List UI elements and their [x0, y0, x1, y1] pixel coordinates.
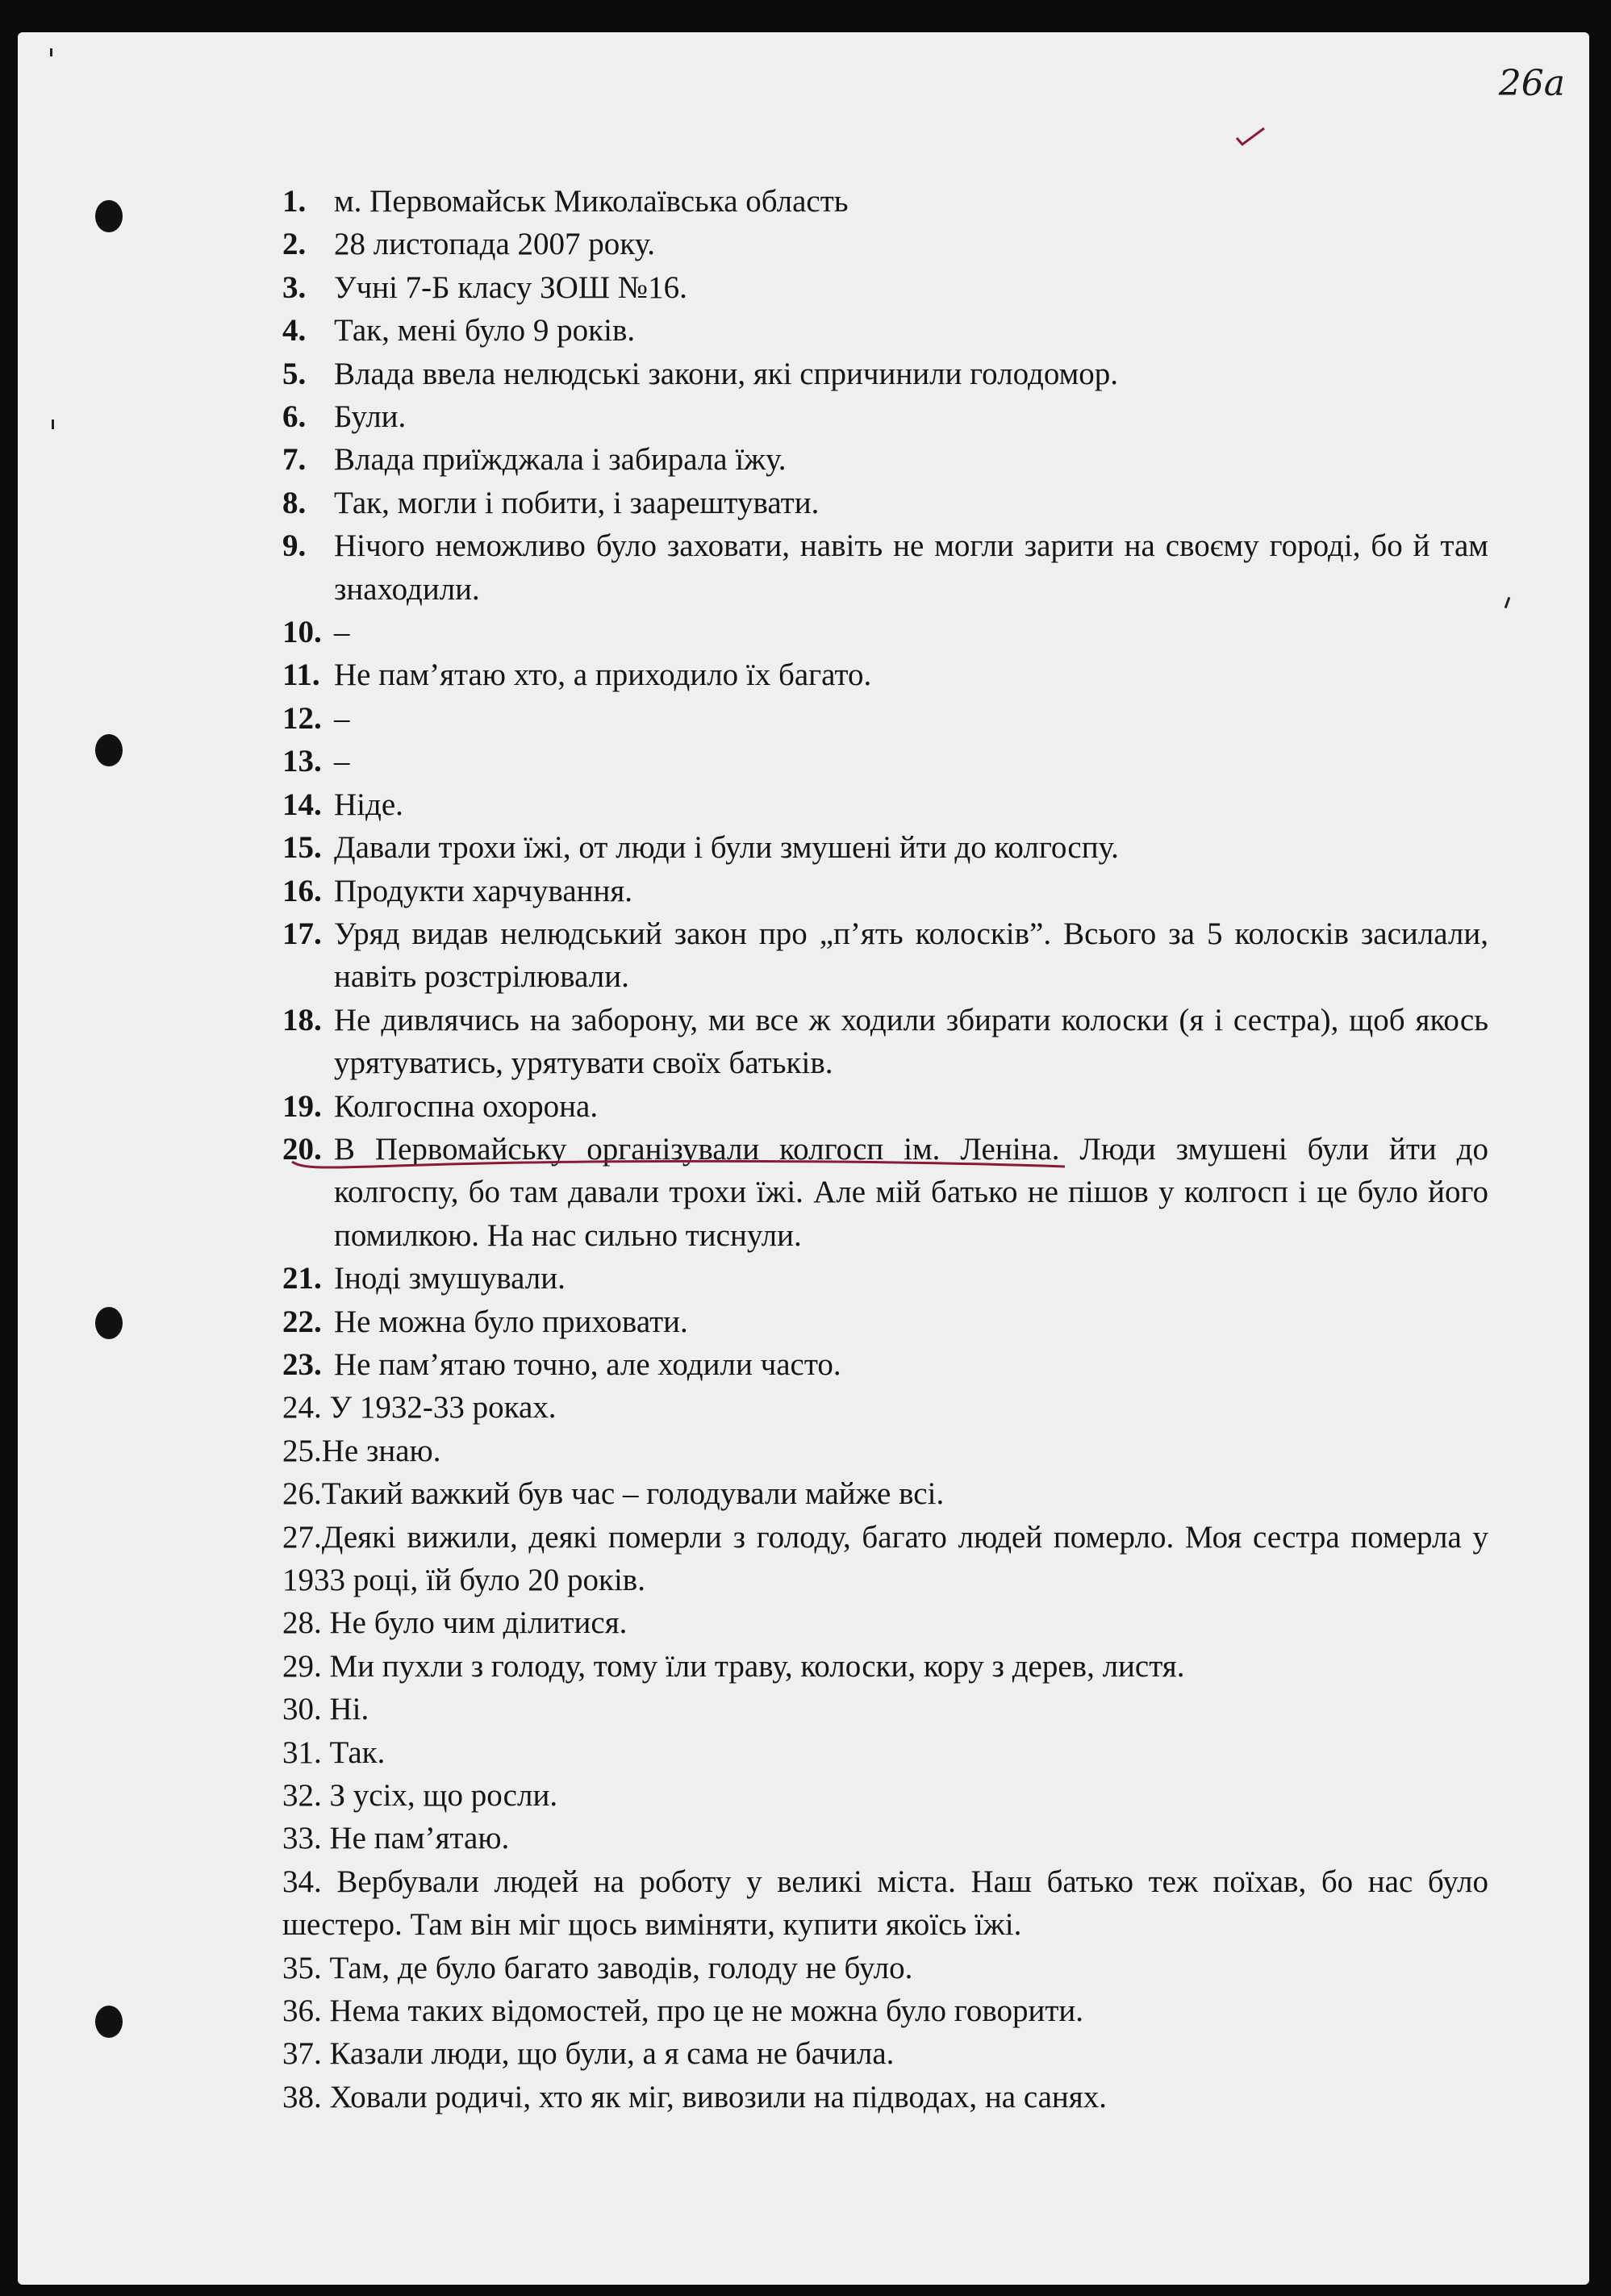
list-item: [282, 1386, 1488, 1429]
item-number: 5.: [282, 356, 307, 391]
item-text: Не пам’ятаю.: [321, 1821, 510, 1856]
binder-hole: [95, 2006, 123, 2038]
scan-speck: [50, 48, 52, 56]
item-text: Так, могли і побити, і заарештувати.: [334, 485, 820, 520]
item-number: 34.: [282, 1864, 322, 1899]
item-text: Такий важкий був час – голодували майже всі.: [321, 1476, 945, 1512]
item-text: У 1932-33 роках.: [321, 1390, 557, 1426]
item-text: Вербували людей на роботу у великі міста. Наш батько теж поїхав, бо нас було шестеро. Там він міг щось виміняти, купити якоїсь їжі.: [282, 1864, 1488, 1943]
list-item: [282, 653, 1488, 696]
list-item: [282, 1516, 1488, 1602]
item-number: 16.: [282, 873, 322, 908]
list-item: [282, 1300, 1488, 1343]
item-text: Іноді змушували.: [334, 1261, 566, 1296]
item-number: 31.: [282, 1735, 322, 1770]
list-item: [282, 1947, 1488, 1989]
item-text: Не дивлячись на заборону, ми все ж ходили збирати колоски (я і сестра), щоб якось урятуватись, урятувати своїх батьків.: [334, 1002, 1488, 1081]
item-number: 19.: [282, 1088, 322, 1124]
item-number: 17.: [282, 916, 322, 951]
item-number: 32.: [282, 1778, 322, 1814]
list-item: [282, 1430, 1488, 1472]
binder-hole: [95, 734, 123, 766]
item-text: Не пам’ятаю точно, але ходили часто.: [334, 1346, 841, 1382]
binder-hole: [95, 200, 123, 232]
item-text: Так, мені було 9 років.: [334, 313, 636, 349]
item-text: –: [334, 615, 350, 650]
item-text: Ні.: [321, 1692, 369, 1727]
item-number: 38.: [282, 2079, 322, 2114]
item-number: 24.: [282, 1390, 322, 1426]
list-item: [282, 826, 1488, 869]
item-text: Деякі вижили, деякі померли з голоду, багато людей померло. Моя сестра померла у 1933 році, їй було 20 років.: [282, 1519, 1488, 1597]
list-item: [282, 1731, 1488, 1774]
list-item: [282, 611, 1488, 653]
item-number: 4.: [282, 313, 307, 349]
item-text: Нема таких відомостей, про це не можна було говорити.: [321, 1993, 1084, 2029]
list-item: [282, 912, 1488, 999]
item-text: Не було чим ділитися.: [321, 1605, 628, 1641]
pen-mark: [1505, 597, 1511, 608]
list-item: [282, 2032, 1488, 2075]
list-item: [282, 1472, 1488, 1515]
item-number: 27.: [282, 1519, 322, 1555]
item-number: 20.: [282, 1131, 322, 1167]
answer-list: [282, 180, 1488, 2119]
list-item: [282, 353, 1488, 395]
item-text: Нічого неможливо було заховати, навіть не могли зарити на своєму городі, бо й там знаходили.: [334, 528, 1488, 607]
list-item: [282, 1774, 1488, 1817]
list-item: [282, 223, 1488, 265]
item-text: Давали трохи їжі, от люди і були змушені йти до колгоспу.: [334, 830, 1119, 866]
item-number: 8.: [282, 485, 307, 520]
list-item: [282, 740, 1488, 783]
list-item: [282, 697, 1488, 740]
item-text: Колгоспна охорона.: [334, 1088, 599, 1124]
item-number: 9.: [282, 528, 307, 564]
item-text: Уряд видав нелюдський закон про „п’ять колосків”. Всього за 5 колосків засилали, навіть розстрілювали.: [334, 916, 1488, 995]
handwritten-page-number: 26а: [1498, 63, 1565, 104]
item-text: Влада приїжджала і забирала їжу.: [334, 442, 787, 478]
list-item: [282, 999, 1488, 1085]
list-item: [282, 2076, 1488, 2119]
item-text: Ніде.: [334, 787, 403, 822]
checkmark-icon: [1234, 125, 1267, 149]
item-number: 13.: [282, 744, 322, 779]
list-item: [282, 1343, 1488, 1386]
item-text: 28 листопада 2007 року.: [334, 227, 655, 262]
item-number: 6.: [282, 399, 307, 435]
item-text: Не можна було приховати.: [334, 1304, 688, 1339]
list-item: [282, 1645, 1488, 1688]
item-number: 33.: [282, 1821, 322, 1856]
item-text: –: [334, 744, 350, 779]
item-number: 7.: [282, 442, 307, 478]
item-text: Ми пухли з голоду, тому їли траву, колоски, кору з дерев, листя.: [321, 1648, 1185, 1684]
binder-hole: [95, 1307, 123, 1339]
item-text: Не знаю.: [321, 1433, 441, 1468]
item-number: 10.: [282, 615, 322, 650]
list-item: [282, 783, 1488, 826]
list-item: [282, 1817, 1488, 1860]
item-number: 21.: [282, 1261, 322, 1296]
item-number: 30.: [282, 1692, 322, 1727]
item-text: Були.: [334, 399, 407, 435]
list-item: [282, 395, 1488, 438]
item-number: 29.: [282, 1648, 322, 1684]
item-number: 28.: [282, 1605, 322, 1641]
item-number: 12.: [282, 700, 322, 736]
item-number: 35.: [282, 1950, 322, 1985]
list-item: [282, 1128, 1488, 1257]
list-item: [282, 1989, 1488, 2032]
item-number: 18.: [282, 1002, 322, 1037]
item-number: 2.: [282, 227, 307, 262]
item-number: 26.: [282, 1476, 322, 1512]
list-item: [282, 1860, 1488, 1947]
list-item: [282, 1688, 1488, 1730]
item-number: 14.: [282, 787, 322, 822]
list-item: [282, 438, 1488, 481]
list-item: [282, 482, 1488, 524]
item-text: Продукти харчування.: [334, 873, 633, 908]
item-number: 25.: [282, 1433, 322, 1468]
item-text: Влада ввела нелюдські закони, які спричинили голодомор.: [334, 356, 1119, 391]
item-number: 11.: [282, 657, 320, 693]
item-text: Казали люди, що були, а я сама не бачила.: [321, 2036, 895, 2072]
scan-speck: [52, 420, 54, 429]
item-number: 1.: [282, 184, 307, 219]
item-text: –: [334, 700, 350, 736]
list-item: [282, 870, 1488, 912]
item-number: 37.: [282, 2036, 322, 2072]
item-text: Не пам’ятаю хто, а приходило їх багато.: [334, 657, 872, 693]
item-number: 23.: [282, 1346, 322, 1382]
list-item: [282, 1601, 1488, 1644]
item-number: 36.: [282, 1993, 322, 2029]
list-item: [282, 524, 1488, 611]
item-text: Там, де було багато заводів, голоду не було.: [321, 1950, 913, 1985]
item-number: 22.: [282, 1304, 322, 1339]
item-number: 3.: [282, 269, 307, 305]
item-text: м. Первомайськ Миколаївська область: [334, 184, 849, 219]
item-text: В Первомайську організували колгосп ім. Леніна. Люди змушені були йти до колгоспу, бо там давали трохи їжі. Але мій батько не пішов у колгосп і це було його помилкою. На нас сильно тиснули.: [334, 1131, 1488, 1253]
item-text: З усіх, що росли.: [321, 1778, 558, 1814]
item-text: Так.: [321, 1735, 386, 1770]
list-item: [282, 1257, 1488, 1300]
list-item: [282, 309, 1488, 352]
item-text: Учні 7-Б класу ЗОШ №16.: [334, 269, 687, 305]
list-item: [282, 180, 1488, 223]
list-item: [282, 1085, 1488, 1128]
item-text: Ховали родичі, хто як міг, вивозили на підводах, на санях.: [321, 2079, 1107, 2114]
list-item: [282, 266, 1488, 309]
item-number: 15.: [282, 830, 322, 866]
